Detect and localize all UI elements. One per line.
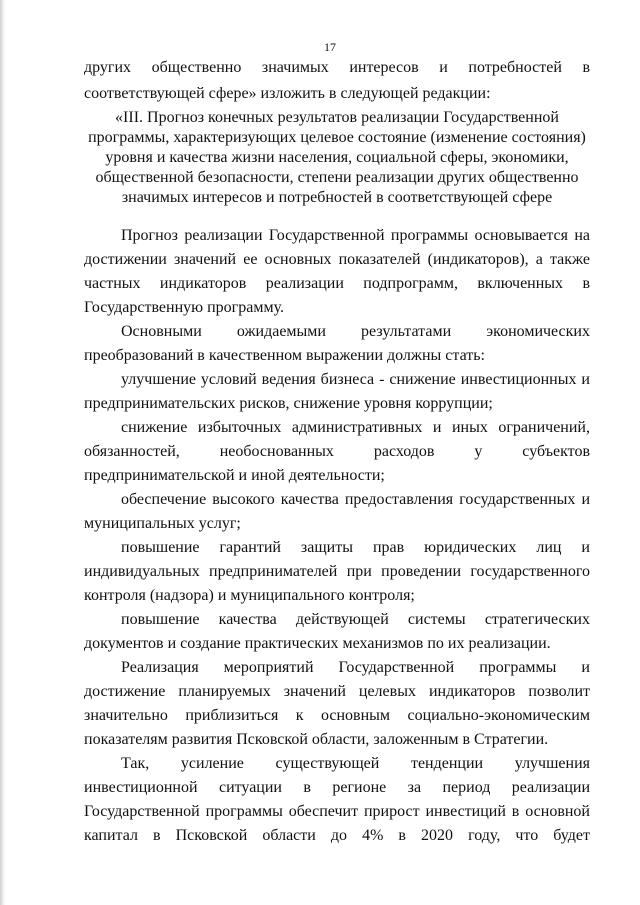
paragraph-line: Государственной программы обеспечит прирост инвестиций в основной <box>84 803 590 820</box>
paragraph-line: преобразований в качественном выражении должны стать: <box>84 347 485 364</box>
list-item-line: контроля (надзора) и муниципального контроля; <box>84 587 415 604</box>
paragraph-line: показателям развития Псковской области, заложенным в Стратегии. <box>84 731 549 748</box>
list-item-line: снижение избыточных административных и иных ограничений, <box>121 419 590 436</box>
paragraph-line: Основными ожидаемыми результатами экономических <box>121 323 590 340</box>
list-item-line: обязанностей, необоснованных расходов у субъектов <box>84 443 590 460</box>
list-item-line: индивидуальных предпринимателей при проведении государственного <box>84 563 590 580</box>
section-heading-line: «III. Прогноз конечных результатов реализации Государственной <box>115 109 559 126</box>
list-item-line: документов и создание практических механизмов по их реализации. <box>84 635 551 652</box>
section-heading-line: уровня и качества жизни населения, социальной сферы, экономики, <box>105 149 569 166</box>
intro-line: соответствующей сфере» изложить в следующей редакции: <box>84 85 491 102</box>
paragraph-line: достижение планируемых значений целевых индикаторов позволит <box>84 683 590 700</box>
list-item-line: улучшение условий ведения бизнеса - снижение инвестиционных и <box>121 371 590 388</box>
paragraph-line: Реализация мероприятий Государственной программы и <box>121 659 590 676</box>
list-item-line: обеспечение высокого качества предоставления государственных и <box>121 491 590 508</box>
paragraph-line: Прогноз реализации Государственной программы основывается на <box>121 227 590 244</box>
list-item-line: повышение гарантий защиты прав юридических лиц и <box>121 539 590 556</box>
section-heading-line: общественной безопасности, степени реализации других общественно <box>95 169 579 186</box>
paragraph-line: частных индикаторов реализации подпрограмм, включенных в <box>84 275 590 292</box>
section-heading-line: программы, характеризующих целевое состояние (изменение состояния) <box>88 129 586 146</box>
paragraph-line: значительно приблизиться к основным социально-экономическим <box>84 707 590 724</box>
list-item-line: муниципальных услуг; <box>84 515 241 532</box>
paragraph-line: капитал в Псковской области до 4% в 2020 году, что будет <box>84 827 590 844</box>
list-item-line: предпринимательских рисков, снижение уровня коррупции; <box>84 395 493 412</box>
list-item-line: предпринимательской и иной деятельности; <box>84 467 385 484</box>
paragraph-line: инвестиционной ситуации в регионе за период реализации <box>84 779 590 796</box>
paragraph-line: достижении значений ее основных показателей (индикаторов), а также <box>84 251 590 268</box>
scan-edge <box>0 0 6 905</box>
intro-line: других общественно значимых интересов и потребностей в <box>84 59 590 76</box>
list-item-line: повышение качества действующей системы стратегических <box>121 611 590 628</box>
paragraph-line: Так, усиление существующей тенденции улучшения <box>121 755 590 772</box>
section-heading-line: значимых интересов и потребностей в соответствующей сфере <box>121 189 553 206</box>
paragraph-line: Государственную программу. <box>84 299 284 316</box>
page-number: 17 <box>324 40 336 54</box>
